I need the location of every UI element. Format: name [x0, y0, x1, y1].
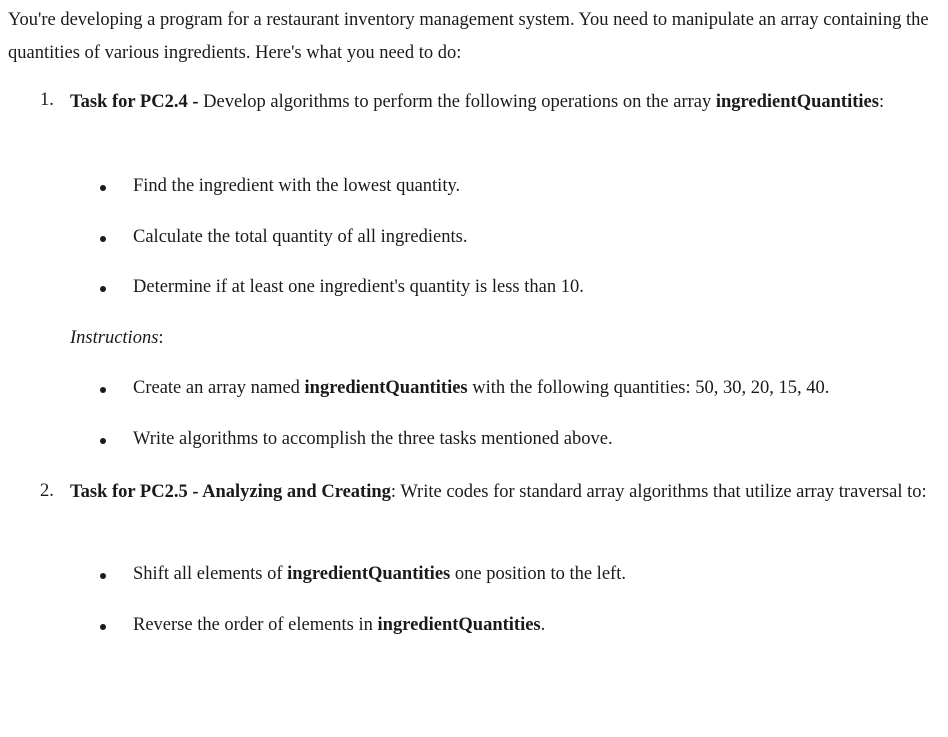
task2-text: : Write codes for standard array algorithms that utilize array traversal to:: [390, 482, 927, 502]
list-item-text: [133, 378, 829, 399]
task1-text: Develop algorithms to perform the following operations on the array: [203, 92, 716, 112]
b1-post: one position to the left.: [450, 564, 626, 584]
task1-array-name: ingredientQuantities: [715, 92, 879, 112]
instructions-label: [70, 328, 164, 349]
b1-array-name: ingredientQuantities: [287, 564, 451, 584]
bullet-icon: [100, 624, 106, 630]
bullet-icon: [100, 573, 106, 579]
task1-sep: -: [187, 92, 204, 112]
task2-number: 2.: [40, 481, 54, 501]
instr1-post: with the following quantities: 50, 30, 20, 15, 40.: [467, 378, 830, 398]
instructions-label-text: Instructions: [70, 328, 159, 348]
list-item-text: Determine if at least one ingredient's quantity is less than 10.: [133, 277, 584, 297]
list-item-text: Calculate the total quantity of all ingredients.: [133, 227, 468, 247]
intro-paragraph: You're developing a program for a restaurant inventory management system. You need to manipulate an array containing the quantities of various ingredients. Here's what you need to do:: [8, 10, 929, 63]
b2-post: .: [540, 615, 546, 635]
bullet-icon: [100, 286, 106, 292]
task1-title: Task for PC2.4: [70, 92, 188, 112]
b2-array-name: ingredientQuantities: [377, 615, 541, 635]
bullet-icon: [100, 236, 106, 242]
instr1-pre: Create an array named: [133, 378, 305, 398]
bullet-icon: [100, 387, 106, 393]
bullet-icon: [100, 438, 106, 444]
list-item-text: Find the ingredient with the lowest quantity.: [133, 176, 461, 196]
instr1-array-name: ingredientQuantities: [304, 378, 468, 398]
list-item-text: Write algorithms to accomplish the three tasks mentioned above.: [133, 429, 613, 449]
b1-pre: Shift all elements of: [133, 564, 288, 584]
task2-title: Task for PC2.5 - Analyzing and Creating: [70, 482, 391, 502]
task1-colon: :: [878, 92, 885, 112]
bullet-icon: [100, 185, 106, 191]
list-item-text: [133, 615, 545, 636]
list-item-text: [133, 564, 626, 585]
task1-number: 1.: [40, 90, 54, 110]
task2-heading: [70, 476, 930, 509]
task1-heading: [70, 86, 930, 119]
b2-pre: Reverse the order of elements in: [133, 615, 378, 635]
instructions-colon: :: [158, 328, 164, 348]
